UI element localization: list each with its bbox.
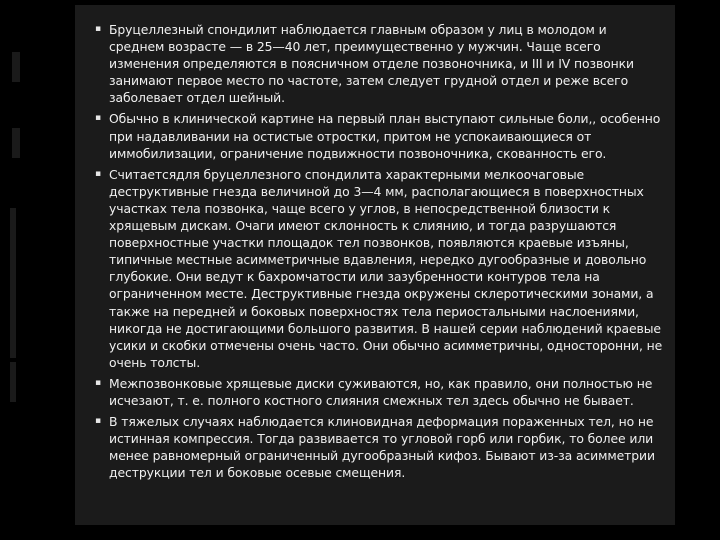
- bullet-marker: ▪: [95, 377, 101, 388]
- decorative-bar: [12, 128, 20, 158]
- bullet-text: В тяжелых случаях наблюдается клиновидная деформация пораженных тел, но не истинная компрессия. Тогда развивается то угловой горб или горбик, то более или менее равномерный ограниченный дугообразный кифоз. Бывают из-за асимметрии деструкции тел и боковые осевые смещения.: [109, 414, 655, 481]
- bullet-text: Межпозвонковые хрящевые диски суживаются, но, как правило, они полностью не исчезают, т. е. полного костного слияния смежных тел здесь обычно не бывает.: [109, 375, 653, 408]
- decorative-bar: [12, 52, 20, 82]
- bullet-marker: ▪: [95, 416, 101, 427]
- bullet-item: [95, 166, 663, 371]
- decorative-bar: [10, 208, 16, 358]
- bullet-text: Считаетсядля бруцеллезного спондилита характерными мелкоочаговые деструктивные гнезда величиной до 3—4 мм, располагающиеся в поверхностных участках тела позвонка, чаще всего у углов, в непосредственной близости к хрящевым дискам. Очаги имеют склонность к слиянию, и тогда разрушаются поверхностные участки площадок тел позвонков, появляются краевые изъяны, типичные местные асимметричные вдавления, нередко дугообразные и довольно глубокие. Они ведут к бахромчатости или зазубренности контуров тела на ограниченном месте. Деструктивные гнезда окружены склеротическими зонами, а также на передней и боковых поверхностях тела периостальными наслоениями, никогда не достигающими большого развития. В нашей серии наблюдений краевые усики и скобки отмечены очень часто. Они обычно асимметричны, односторонни, не очень толсты.: [109, 166, 663, 370]
- bullet-text: Бруцеллезный спондилит наблюдается главным образом у лиц в молодом и среднем возрасте — в 25—40 лет, преимущественно у мужчин. Чаще всего изменения определяются в поясничном отделе позвоночника, и III и IV позвонки занимают первое место по частоте, затем следует грудной отдел и реже всего заболевает отдел шейный.: [109, 22, 634, 106]
- bullet-item: [95, 413, 663, 481]
- bullet-marker: ▪: [95, 168, 101, 179]
- decorative-bar: [10, 362, 16, 402]
- bullet-item: [95, 21, 663, 106]
- bullet-item: [95, 110, 663, 161]
- bullet-text: Обычно в клинической картине на первый план выступают сильные боли,, особенно при надавливании на остистые отростки, притом не успокаивающиеся от иммобилизации, ограничение подвижности позвоночника, скованность его.: [109, 111, 661, 161]
- bullet-item: [95, 375, 663, 409]
- bullet-list: [75, 5, 675, 481]
- content-panel: [75, 5, 675, 525]
- bullet-marker: ▪: [95, 113, 101, 124]
- bullet-marker: ▪: [95, 24, 101, 34]
